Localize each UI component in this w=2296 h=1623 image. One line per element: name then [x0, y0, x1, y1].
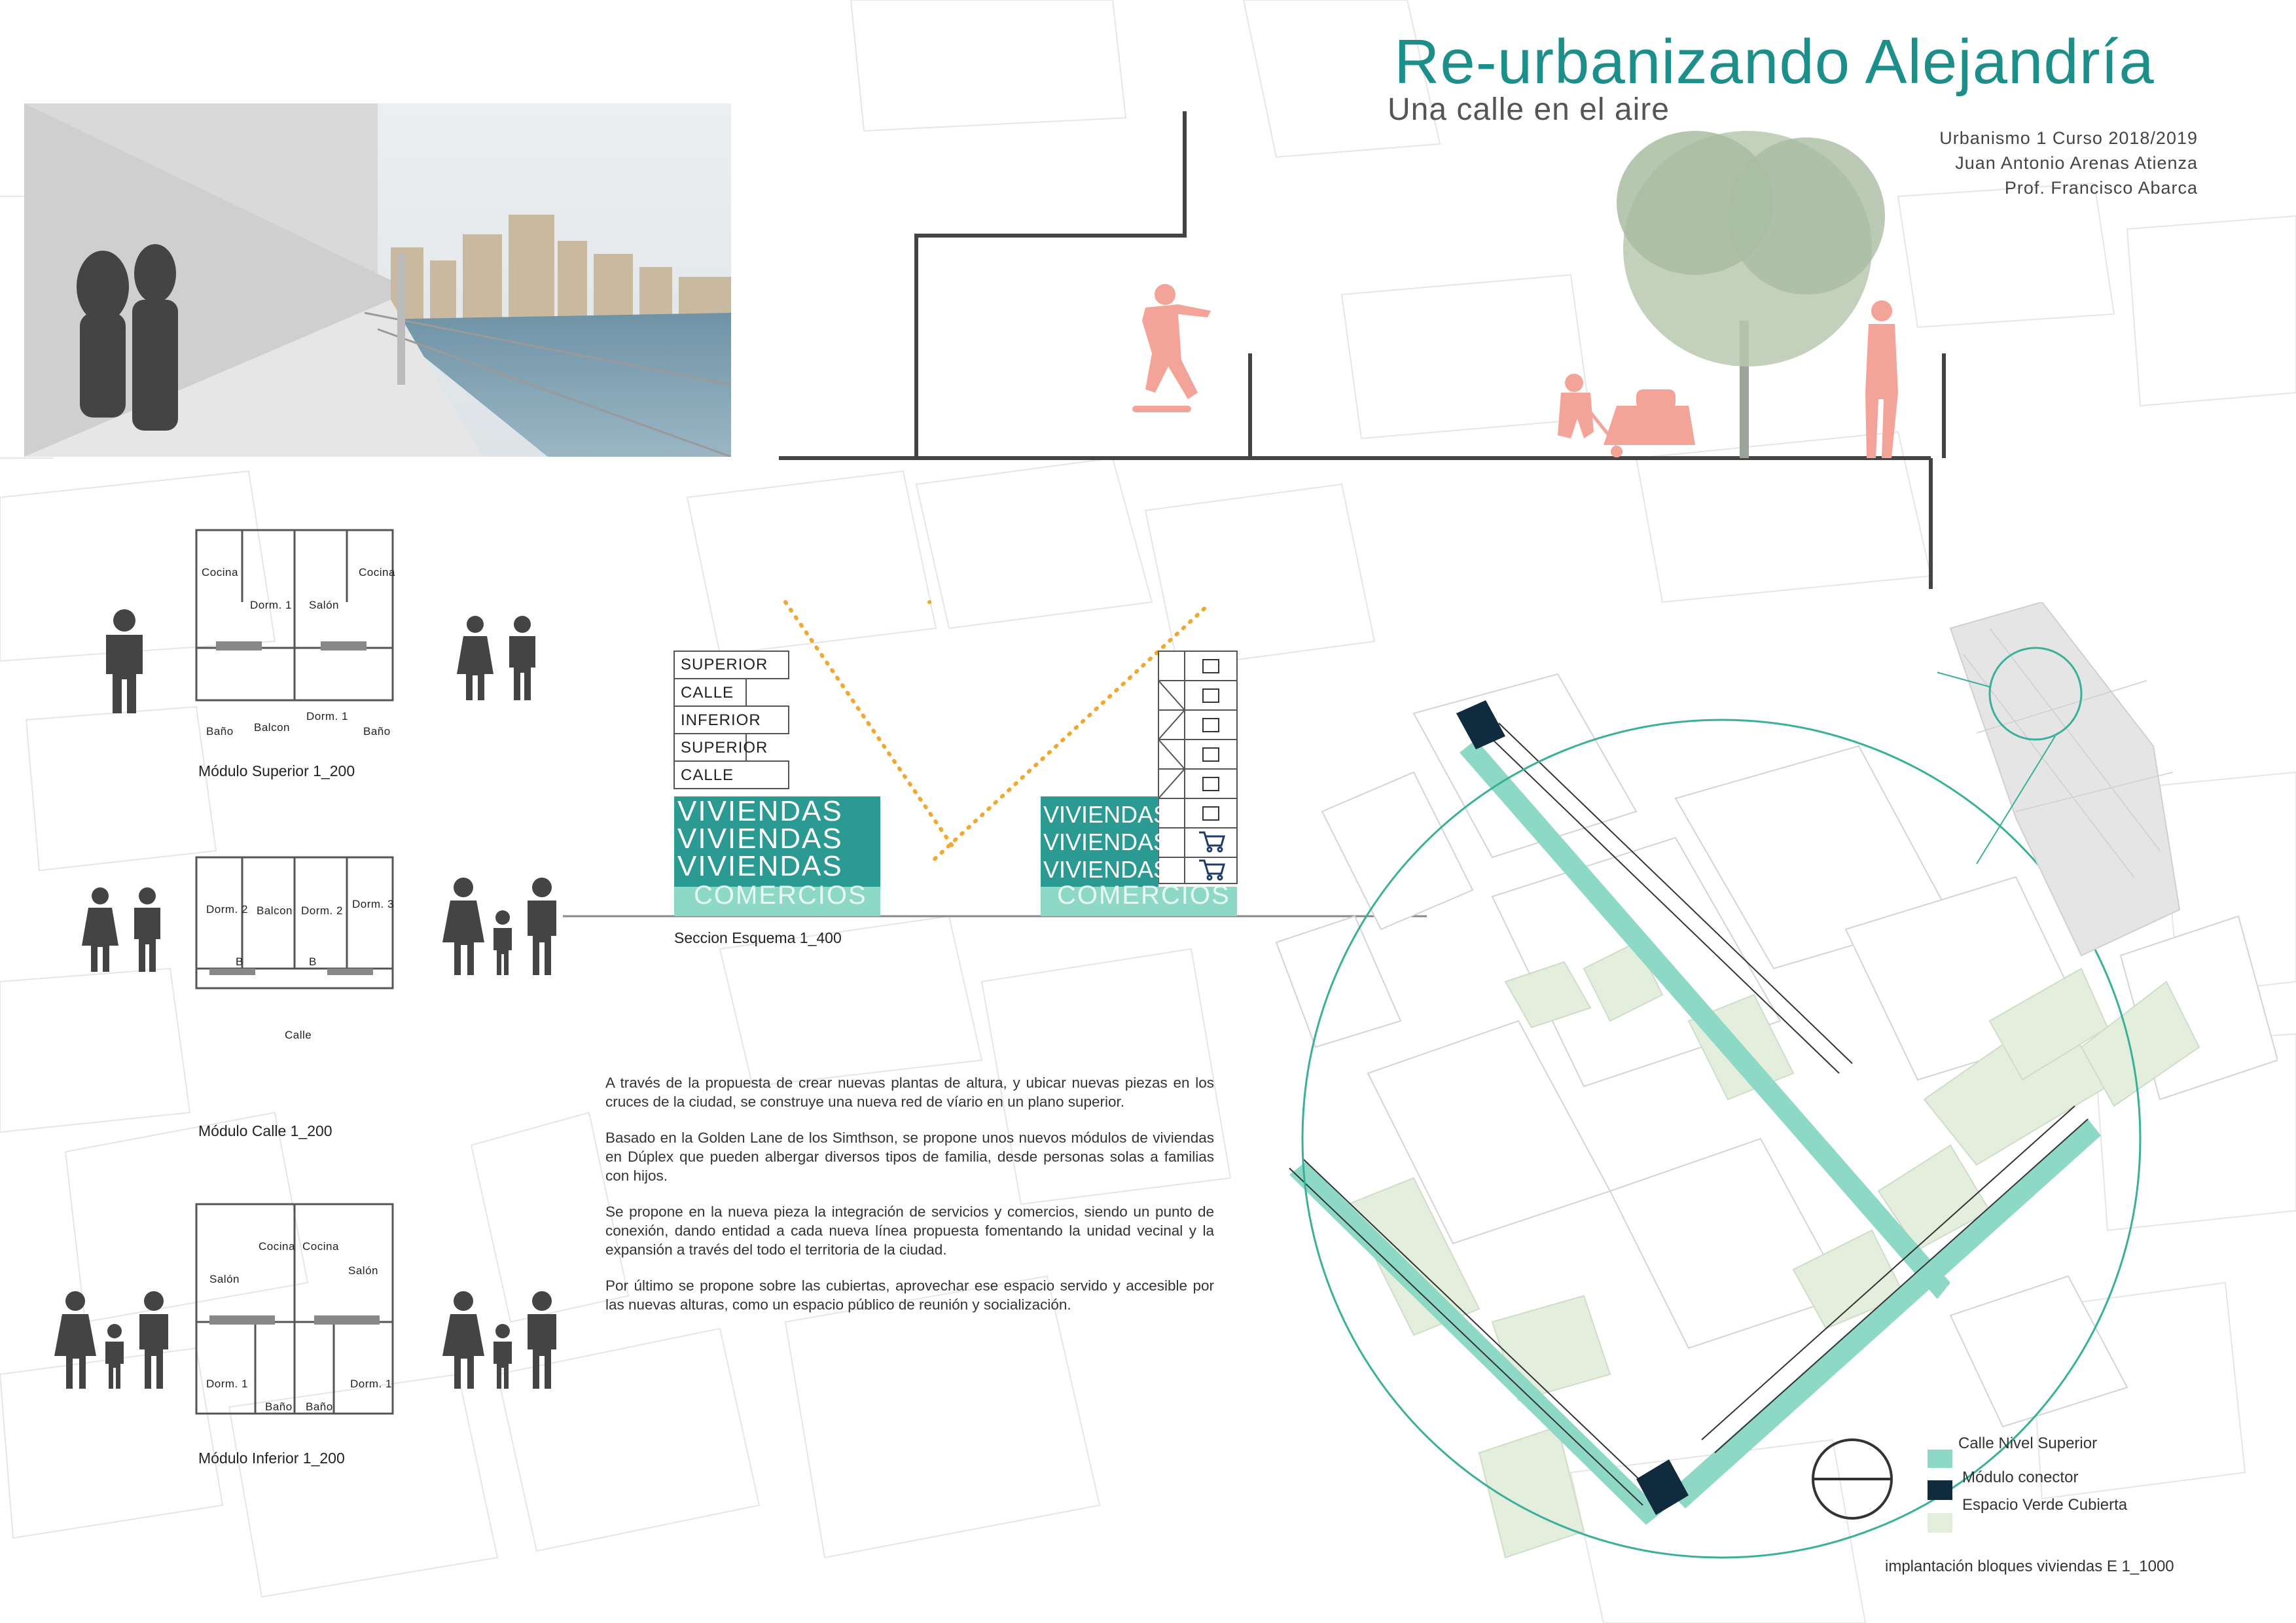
room-label: Salón — [348, 1264, 378, 1277]
housing-label: VIVIENDAS — [1043, 829, 1170, 855]
stack-label-superior: SUPERIOR — [681, 656, 768, 673]
room-label: Dorm. 1 — [306, 710, 348, 722]
plan-superior — [190, 524, 425, 720]
page-subtitle: Una calle en el aire — [1388, 92, 1670, 127]
stroller-figure — [1590, 389, 1695, 457]
room-label: B — [236, 955, 243, 968]
housing-label: VIVIENDAS — [677, 850, 843, 882]
legend-swatch-connector — [1928, 1480, 1952, 1500]
room-label: Salón — [309, 599, 339, 611]
room-label: Calle — [285, 1029, 312, 1041]
room-label: Baño — [363, 725, 391, 738]
module-calle-caption: Módulo Calle 1_200 — [198, 1122, 332, 1139]
street-section — [779, 105, 1957, 602]
room-label: Dorm. 1 — [206, 1378, 248, 1390]
commerce-label: COMERCIOS — [694, 881, 867, 910]
family-with-child-icon — [437, 1291, 568, 1389]
site-plan-caption: implantación bloques viviendas E 1_1000 — [1885, 1558, 2174, 1575]
couple-icon — [450, 615, 548, 700]
description-text — [605, 1073, 1214, 1331]
legend-swatch-street — [1928, 1450, 1952, 1468]
paragraph: A través de la propuesta de crear nuevas plantas de altura, y ubicar nuevas piezas en los cruces de la ciudad, se construye una nueva red de víario en un plano superior. — [605, 1075, 1214, 1110]
room-label: Cocina — [359, 566, 395, 579]
legend-label: Espacio Verde Cubierta — [1962, 1496, 2128, 1514]
room-label: Cocina — [302, 1240, 339, 1253]
housing-label: VIVIENDAS — [1043, 856, 1170, 883]
stack-label-inferior: INFERIOR — [681, 711, 761, 729]
location-minimap — [1937, 602, 2296, 969]
room-label: Baño — [306, 1400, 333, 1413]
housing-label: VIVIENDAS — [1043, 801, 1170, 828]
stack-label-calle: CALLE — [681, 766, 734, 784]
professor-label: Prof. Francisco Abarca — [2004, 178, 2198, 198]
module-inferior-caption: Módulo Inferior 1_200 — [198, 1450, 345, 1467]
room-label: Balcon — [257, 904, 293, 917]
legend-label: Calle Nivel Superior — [1958, 1435, 2098, 1452]
paragraph: Se propone en la nueva pieza la integración de servicios y comercios, siendo un punto de conexión, dando entidad a cada nueva línea propuesta fomentando la unidad vecinal y la expansión a través del todo el territoria de la ciudad. — [605, 1204, 1214, 1258]
paragraph: Por último se propone sobre las cubiertas, aprovechar ese espacio servido y accesible por las nuevas alturas, como un espacio público de reunión y socialización. — [605, 1277, 1214, 1313]
room-label: Dorm. 2 — [206, 903, 248, 916]
room-label: B — [309, 955, 317, 968]
module-superior-caption: Módulo Superior 1_200 — [198, 762, 355, 779]
family-with-child-icon — [437, 877, 568, 975]
legend-swatch-green — [1928, 1513, 1952, 1533]
credits — [1939, 126, 2198, 200]
child-figure — [1558, 374, 1594, 438]
room-label: Dorm. 2 — [301, 904, 343, 917]
collage-photo — [24, 103, 731, 457]
author-label: Juan Antonio Arenas Atienza — [1955, 153, 2198, 173]
room-label: Salón — [209, 1273, 240, 1285]
room-label: Balcon — [254, 721, 290, 734]
skateboarder-figure — [1132, 284, 1211, 412]
plan-calle — [190, 851, 425, 1021]
legend-label: Módulo conector — [1962, 1469, 2079, 1486]
room-label: Dorm. 3 — [352, 898, 394, 910]
plan-inferior — [190, 1198, 425, 1433]
north-arrow-icon — [1813, 1440, 1892, 1518]
room-label: Baño — [206, 725, 234, 738]
room-label: Dorm. 1 — [350, 1378, 392, 1390]
housing-label: VIVIENDAS — [677, 823, 843, 855]
standing-person-figure — [1865, 300, 1898, 458]
family-with-child-icon — [49, 1291, 180, 1389]
room-label: Baño — [265, 1400, 293, 1413]
course-label: Urbanismo 1 Curso 2018/2019 — [1939, 128, 2198, 148]
paragraph: Basado en la Golden Lane de los Simthson, se propone unos nuevos módulos de viviendas en Dúplex que pueden albergar diversos tipos de familia, desde personas solas a familias con hijos. — [605, 1130, 1214, 1184]
commerce-label: COMERCIOS — [1057, 881, 1230, 910]
couple-icon — [75, 887, 173, 972]
stack-label-superior: SUPERIOR — [681, 739, 768, 757]
stack-label-calle: CALLE — [681, 684, 734, 702]
room-label: Dorm. 1 — [250, 599, 292, 611]
room-label: Cocina — [202, 566, 238, 579]
room-label: Cocina — [259, 1240, 295, 1253]
page-title: Re-urbanizando Alejandría — [1394, 27, 2155, 97]
single-person-icon — [98, 609, 151, 713]
section-caption: Seccion Esquema 1_400 — [674, 929, 842, 946]
housing-label: VIVIENDAS — [677, 795, 843, 827]
